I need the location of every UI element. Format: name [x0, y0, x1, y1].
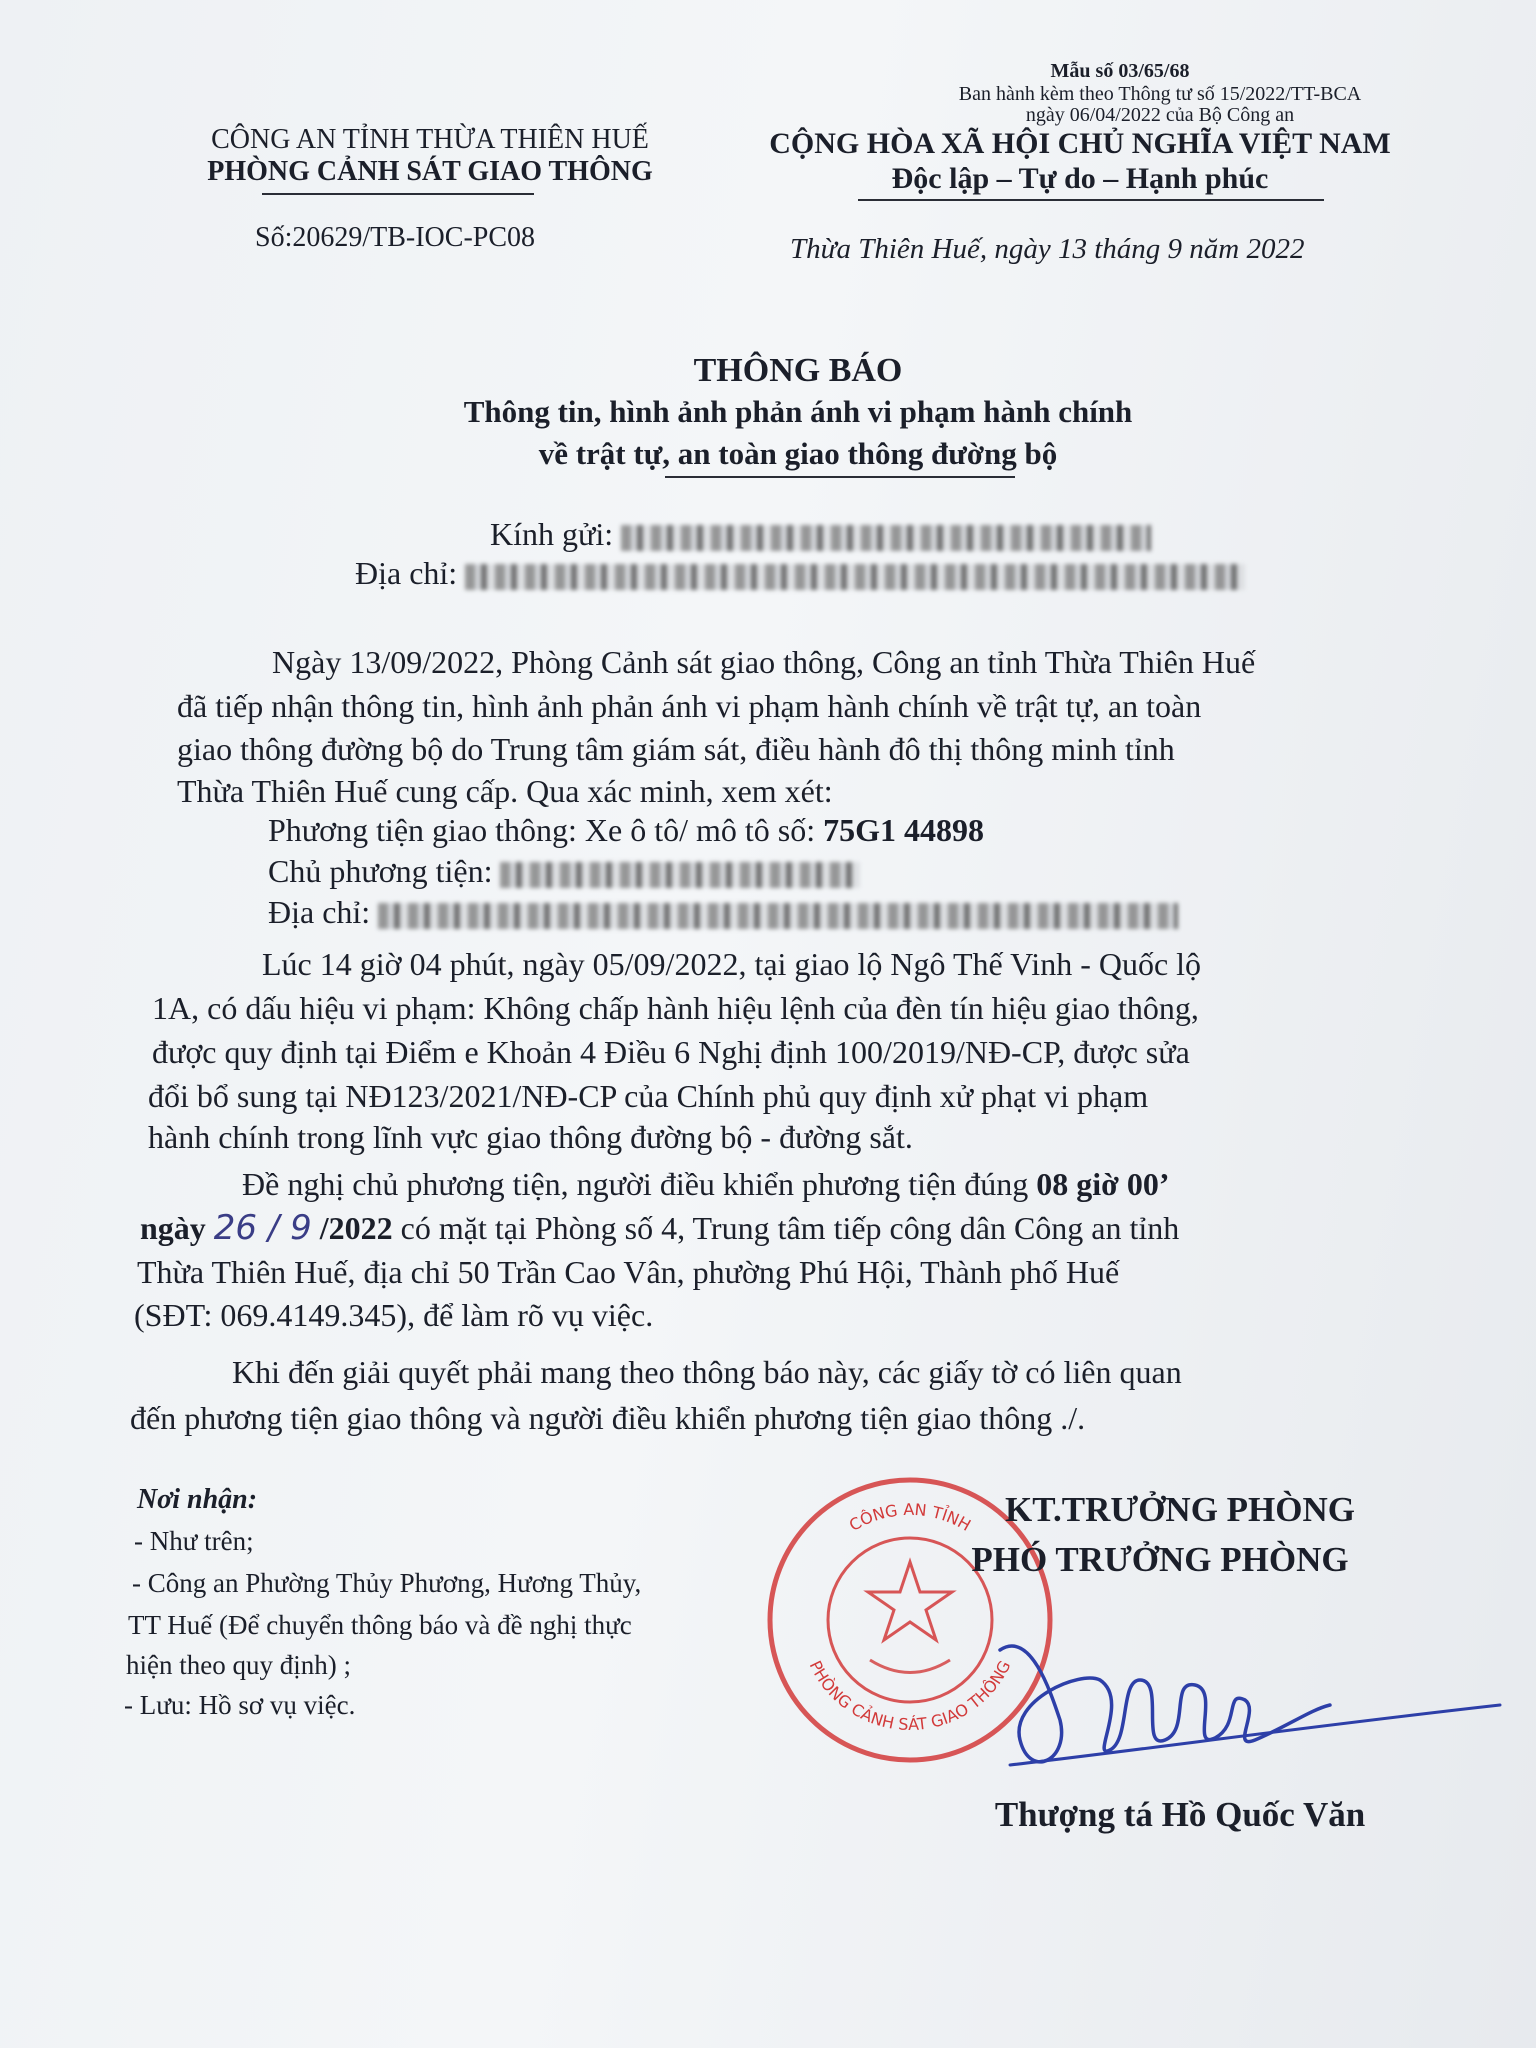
appointment-year: /2022	[319, 1210, 393, 1246]
paragraph1-line4: Thừa Thiên Huế cung cấp. Qua xác minh, xem xét:	[177, 773, 833, 809]
signature-role-1: KT.TRƯỞNG PHÒNG	[1005, 1490, 1355, 1529]
paragraph3-line2	[140, 1206, 1179, 1250]
vehicle-plate: 75G1 44898	[823, 812, 985, 848]
signature-role-2: PHÓ TRƯỞNG PHÒNG	[971, 1540, 1349, 1579]
signer-name: Thượng tá Hồ Quốc Văn	[994, 1795, 1366, 1834]
motto-underline	[858, 199, 1324, 201]
receiver-item-1: - Như trên;	[134, 1526, 254, 1556]
paragraph2-line3: được quy định tại Điểm e Khoản 4 Điều 6 Nghị định 100/2019/NĐ-CP, được sửa	[152, 1034, 1190, 1070]
owner-label: Chủ phương tiện:	[268, 853, 493, 889]
stamp-emblem-icon	[870, 1660, 950, 1673]
document-title: THÔNG BÁO	[693, 352, 903, 389]
form-issued-by: Ban hành kèm theo Thông tư số 15/2022/TT-BCA	[958, 83, 1362, 105]
document-number: Số:20629/TB-IOC-PC08	[255, 222, 536, 253]
paragraph2-line1: Lúc 14 giờ 04 phút, ngày 05/09/2022, tại giao lộ Ngô Thế Vinh - Quốc lộ	[262, 946, 1202, 982]
paragraph3-line4: (SĐT: 069.4149.345), để làm rõ vụ việc.	[134, 1297, 654, 1333]
appointment-location-text: có mặt tại Phòng số 4, Trung tâm tiếp công dân Công an tỉnh	[400, 1210, 1180, 1246]
recipient-redacted	[621, 525, 1151, 551]
paragraph4-line1: Khi đến giải quyết phải mang theo thông báo này, các giấy tờ có liên quan	[232, 1354, 1182, 1390]
title-underline	[665, 476, 1015, 478]
paragraph1-line3: giao thông đường bộ do Trung tâm giám sát, điều hành đô thị thông minh tỉnh	[177, 731, 1175, 767]
owner-redacted	[500, 862, 860, 888]
issuing-department: PHÒNG CẢNH SÁT GIAO THÔNG	[207, 156, 653, 187]
national-title: CỘNG HÒA XÃ HỘI CHỦ NGHĨA VIỆT NAM	[769, 127, 1391, 160]
receiver-item-2-cont2: hiện theo quy định) ;	[126, 1650, 351, 1680]
owner-address-redacted	[378, 903, 1178, 929]
stamp-top-text: CÔNG AN TỈNH	[845, 1499, 975, 1535]
recipient-label: Kính gửi:	[490, 516, 614, 552]
form-issued-date: ngày 06/04/2022 của Bộ Công an	[1025, 104, 1295, 126]
recipient-address-line	[355, 551, 1245, 595]
stamp-bottom-text: PHÒNG CẢNH SÁT GIAO THÔNG	[805, 1657, 1015, 1735]
paragraph1-line2: đã tiếp nhận thông tin, hình ảnh phản ánh vi phạm hành chính về trật tự, an toàn	[177, 688, 1202, 724]
appointment-time: 08 giờ 00’	[1036, 1166, 1170, 1202]
owner-address-label: Địa chỉ:	[268, 894, 371, 930]
vehicle-label: Phương tiện giao thông: Xe ô tô/ mô tô số:	[268, 812, 816, 848]
paragraph3-line1	[242, 1162, 1170, 1206]
recipient-address-redacted	[465, 564, 1245, 590]
receiver-item-2: - Công an Phường Thủy Phương, Hương Thủy,	[132, 1568, 642, 1598]
recipient-line	[490, 512, 1151, 556]
paragraph3-line3: Thừa Thiên Huế, địa chỉ 50 Trần Cao Vân, phường Phú Hội, Thành phố Huế	[137, 1254, 1120, 1290]
appointment-day-label: ngày	[140, 1210, 206, 1246]
document-subtitle-line1: Thông tin, hình ảnh phản ánh vi phạm hành chính	[463, 394, 1133, 429]
place-and-date: Thừa Thiên Huế, ngày 13 tháng 9 năm 2022	[790, 233, 1305, 265]
owner-line	[268, 849, 860, 893]
paragraph2-line2: 1A, có dấu hiệu vi phạm: Không chấp hành hiệu lệnh của đèn tín hiệu giao thông,	[152, 990, 1199, 1026]
receiver-item-2-cont1: TT Huế (Để chuyển thông báo và đề nghị thực	[128, 1610, 632, 1640]
vehicle-line	[268, 808, 984, 852]
paragraph4-line2: đến phương tiện giao thông và người điều khiển phương tiện giao thông ./.	[130, 1400, 1086, 1436]
appointment-request-text: Đề nghị chủ phương tiện, người điều khiển phương tiện đúng	[242, 1166, 1029, 1202]
receivers-heading: Nơi nhận:	[137, 1484, 258, 1515]
owner-address-line	[268, 890, 1178, 934]
issuing-authority: CÔNG AN TỈNH THỪA THIÊN HUẾ	[211, 124, 649, 155]
department-underline	[262, 193, 534, 195]
national-motto: Độc lập – Tự do – Hạnh phúc	[891, 162, 1269, 195]
paragraph2-line5: hành chính trong lĩnh vực giao thông đường bộ - đường sắt.	[148, 1119, 913, 1155]
receiver-item-3: - Lưu: Hồ sơ vụ việc.	[124, 1690, 356, 1720]
paragraph1-line1: Ngày 13/09/2022, Phòng Cảnh sát giao thông, Công an tỉnh Thừa Thiên Huế	[272, 644, 1256, 680]
recipient-address-label: Địa chỉ:	[355, 555, 458, 591]
handwritten-signature-icon	[990, 1610, 1510, 1790]
document-subtitle-line2: về trật tự, an toàn giao thông đường bộ	[538, 436, 1058, 471]
paragraph2-line4: đổi bổ sung tại NĐ123/2021/NĐ-CP của Chính phủ quy định xử phạt vi phạm	[148, 1078, 1149, 1114]
appointment-date-handwritten: 26 / 9	[213, 1208, 312, 1248]
form-number: Mẫu số 03/65/68	[1050, 60, 1190, 82]
